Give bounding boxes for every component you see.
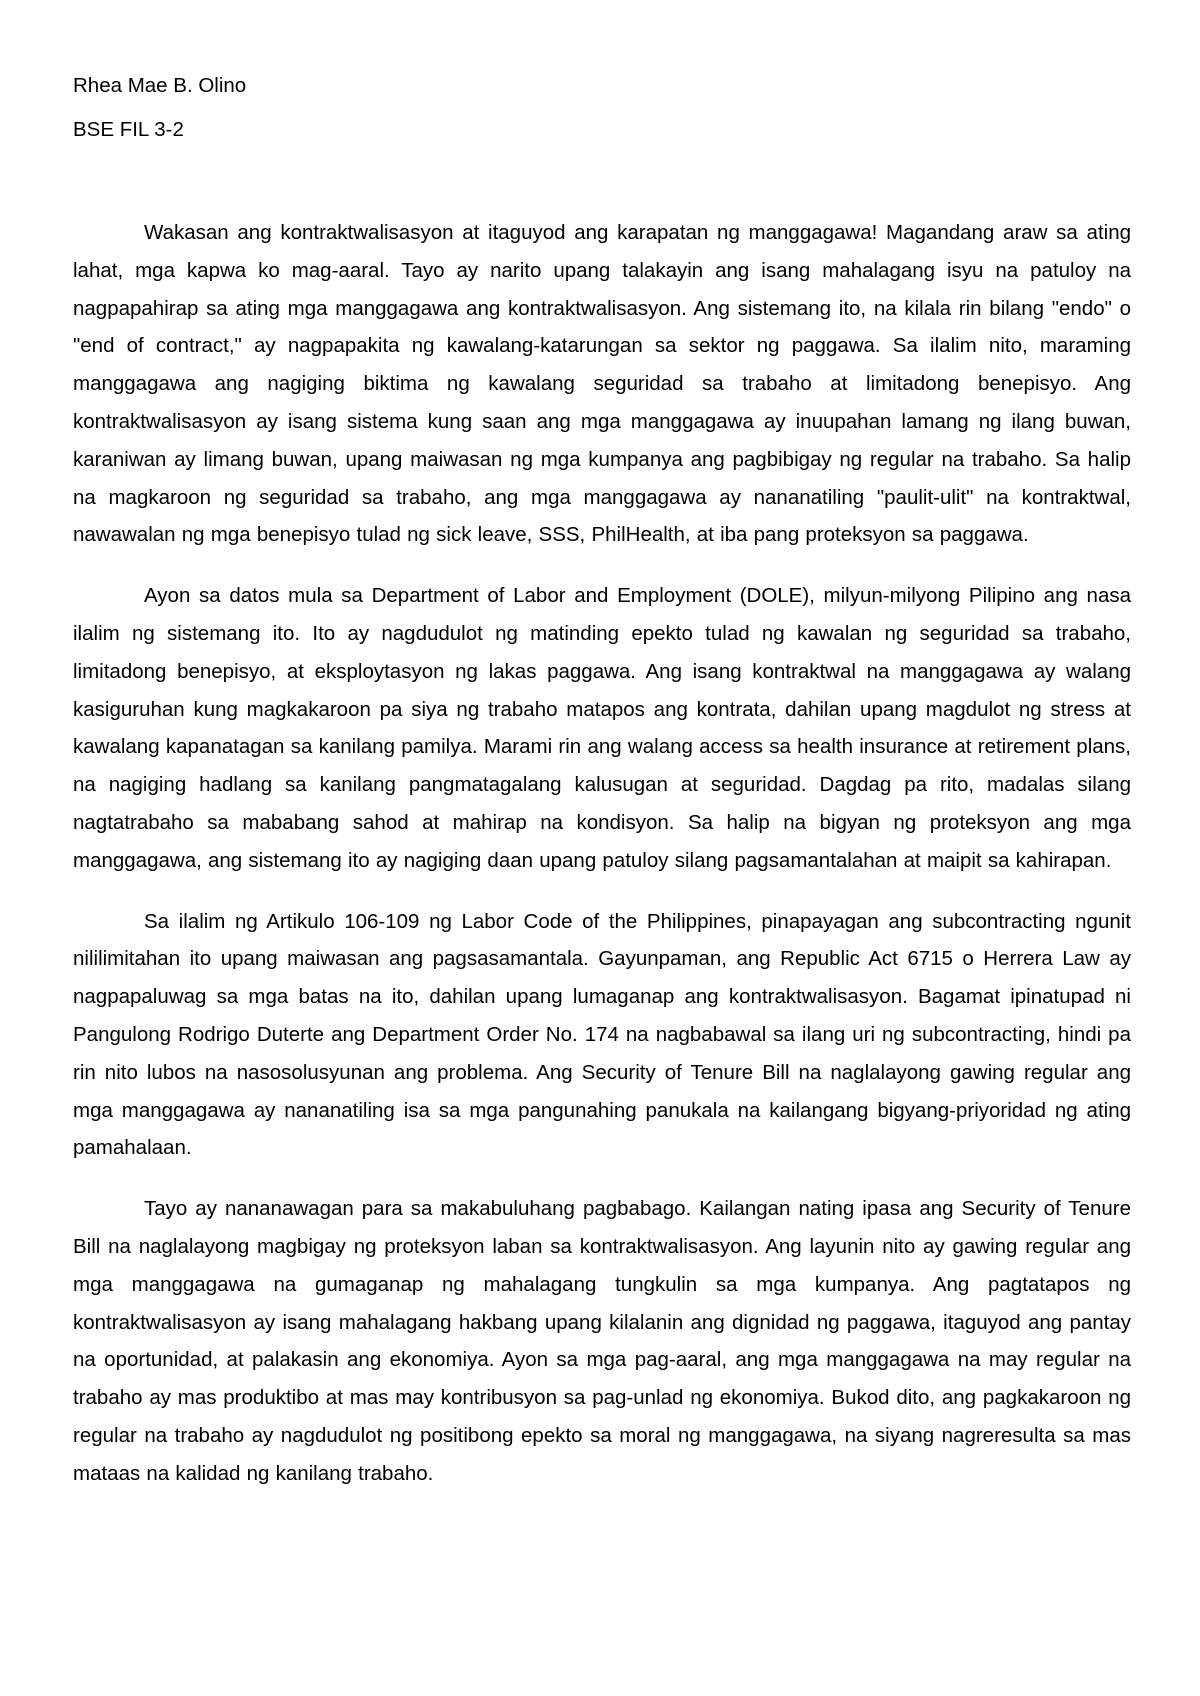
essay-body <box>73 214 1131 1516</box>
paragraph-2: Ayon sa datos mula sa Department of Labor and Employment (DOLE), milyun-milyong Pilipino ang nasa ilalim ng sistemang ito. Ito ay nagdudulot ng matinding epekto tulad ng kawalan ng seguridad sa trabaho, limitadong benepisyo, at eksploytasyon ng lakas paggawa. Ang isang kontraktwal na manggagawa ay walang kasiguruhan kung magkakaroon pa siya ng trabaho matapos ang kontrata, dahilan upang magdulot ng stress at kawalang kapanatagan sa kanilang pamilya. Marami rin ang walang access sa health insurance at retirement plans, na nagiging hadlang sa kanilang pangmatagalang kalusugan at seguridad. Dagdag pa rito, madalas silang nagtatrabaho sa mababang sahod at mahirap na kondisyon. Sa halip na bigyan ng proteksyon ang mga manggagawa, ang sistemang ito ay nagiging daan upang patuloy silang pagsamantalahan at maipit sa kahirapan. <box>73 584 1131 872</box>
class-section: BSE FIL 3-2 <box>73 118 184 141</box>
paragraph-1: Wakasan ang kontraktwalisasyon at itaguyod ang karapatan ng manggagawa! Magandang araw sa ating lahat, mga kapwa ko mag-aaral. Tayo ay narito upang talakayin ang isang mahalagang isyu na patuloy na nagpapahirap sa ating mga manggagawa ang kontraktwalisasyon. Ang sistemang ito, na kilala rin bilang "endo" o "end of contract," ay nagpapakita ng kawalang-katarungan sa sektor ng paggawa. Sa ilalim nito, maraming manggagawa ang nagiging biktima ng kawalang seguridad sa trabaho at limitadong benepisyo. Ang kontraktwalisasyon ay isang sistema kung saan ang mga manggagawa ay inuupahan lamang ng ilang buwan, karaniwan ay limang buwan, upang maiwasan ng mga kumpanya ang pagbibigay ng regular na trabaho. Sa halip na magkaroon ng seguridad sa trabaho, ang mga manggagawa ay nananatiling "paulit-ulit" na kontraktwal, nawawalan ng mga benepisyo tulad ng sick leave, SSS, PhilHealth, at iba pang proteksyon sa paggawa. <box>73 221 1131 547</box>
paragraph-3: Sa ilalim ng Artikulo 106-109 ng Labor Code of the Philippines, pinapayagan ang subcontracting ngunit nililimitahan ito upang maiwasan ang pagsasamantala. Gayunpaman, ang Republic Act 6715 o Herrera Law ay nagpapaluwag sa mga batas na ito, dahilan upang lumaganap ang kontraktwalisasyon. Bagamat ipinatupad ni Pangulong Rodrigo Duterte ang Department Order No. 174 na nagbabawal sa ilang uri ng subcontracting, hindi pa rin nito lubos na nasosolusyunan ang problema. Ang Security of Tenure Bill na naglalayong gawing regular ang mga manggagawa ay nananatiling isa sa mga pangunahing panukala na kailangang bigyang-priyoridad ng ating pamahalaan. <box>73 909 1131 1160</box>
paragraph-4: Tayo ay nananawagan para sa makabuluhang pagbabago. Kailangan nating ipasa ang Security of Tenure Bill na naglalayong magbigay ng proteksyon laban sa kontraktwalisasyon. Ang layunin nito ay gawing regular ang mga manggagawa na gumaganap ng mahalagang tungkulin sa mga kumpanya. Ang pagtatapos ng kontraktwalisasyon ay isang mahalagang hakbang upang kilalanin ang dignidad ng paggawa, itaguyod ang pantay na oportunidad, at palakasin ang ekonomiya. Ayon sa mga pag-aaral, ang mga manggagawa na may regular na trabaho ay mas produktibo at mas may kontribusyon sa pag-unlad ng ekonomiya. Bukod dito, ang pagkakaroon ng regular na trabaho ay nagdudulot ng positibong epekto sa moral ng manggagawa, na siyang nagreresulta sa mas mataas na kalidad ng kanilang trabaho. <box>73 1197 1131 1485</box>
author-name: Rhea Mae B. Olino <box>73 74 247 97</box>
